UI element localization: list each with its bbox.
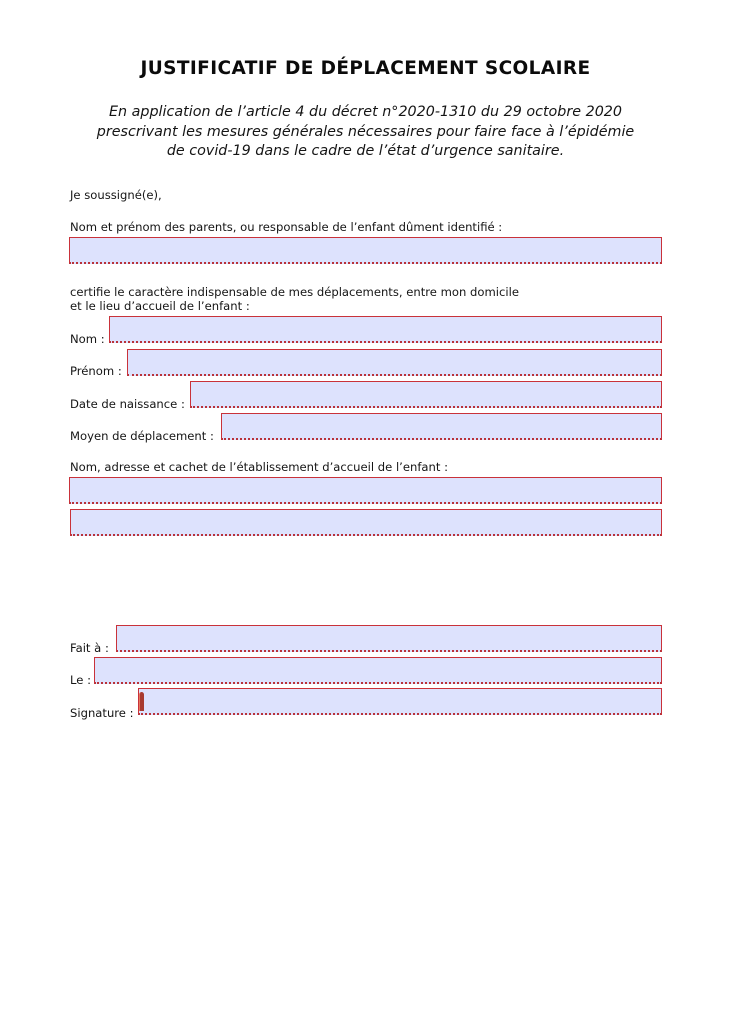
transport-mode-field[interactable] [221,413,662,440]
signature-field[interactable] [138,688,662,715]
subtitle-line: En application de l’article 4 du décret n°2020-1310 du 29 octobre 2020 [109,104,622,120]
document-title: JUSTIFICATIF DE DÉPLACEMENT SCOLAIRE [140,58,591,79]
school-field-line1[interactable] [69,477,662,504]
certify-text-line2: et le lieu d’accueil de l’enfant : [70,299,250,313]
signature-input[interactable] [139,689,661,713]
fait-a-label: Fait à : [70,641,109,655]
child-nom-label: Nom : [70,332,105,346]
child-prenom-field[interactable] [127,349,662,376]
parent-name-input[interactable] [70,238,661,262]
child-birthdate-field[interactable] [190,381,662,408]
transport-mode-label: Moyen de déplacement : [70,429,214,443]
child-birthdate-label: Date de naissance : [70,397,185,411]
school-label: Nom, adresse et cachet de l’établissement d’accueil de l’enfant : [70,460,448,474]
fait-a-field[interactable] [116,625,662,652]
transport-mode-input[interactable] [222,414,661,438]
subtitle-line: de covid-19 dans le cadre de l’état d’urgence sanitaire. [166,143,565,159]
school-field-line2[interactable] [70,509,662,536]
child-prenom-input[interactable] [128,350,661,374]
child-birthdate-input[interactable] [191,382,661,406]
school-line2-input[interactable] [71,510,661,534]
child-nom-input[interactable] [110,317,661,341]
signature-label: Signature : [70,706,134,720]
subtitle-line: prescrivant les mesures générales nécessaires pour faire face à l’épidémie [96,123,635,140]
parent-name-label: Nom et prénom des parents, ou responsable de l’enfant dûment identifié : [70,220,503,234]
date-input[interactable] [95,658,661,682]
date-label: Le : [70,673,91,687]
child-nom-field[interactable] [109,316,662,343]
text-cursor-icon [139,692,144,711]
school-line1-input[interactable] [70,478,661,502]
child-prenom-label: Prénom : [70,364,122,378]
intro-text: Je soussigné(e), [70,188,162,202]
fait-a-input[interactable] [117,626,661,650]
document-subtitle [0,103,731,162]
date-field[interactable] [94,657,662,684]
certify-text-line1: certifie le caractère indispensable de mes déplacements, entre mon domicile [70,285,519,299]
parent-name-field[interactable] [69,237,662,264]
